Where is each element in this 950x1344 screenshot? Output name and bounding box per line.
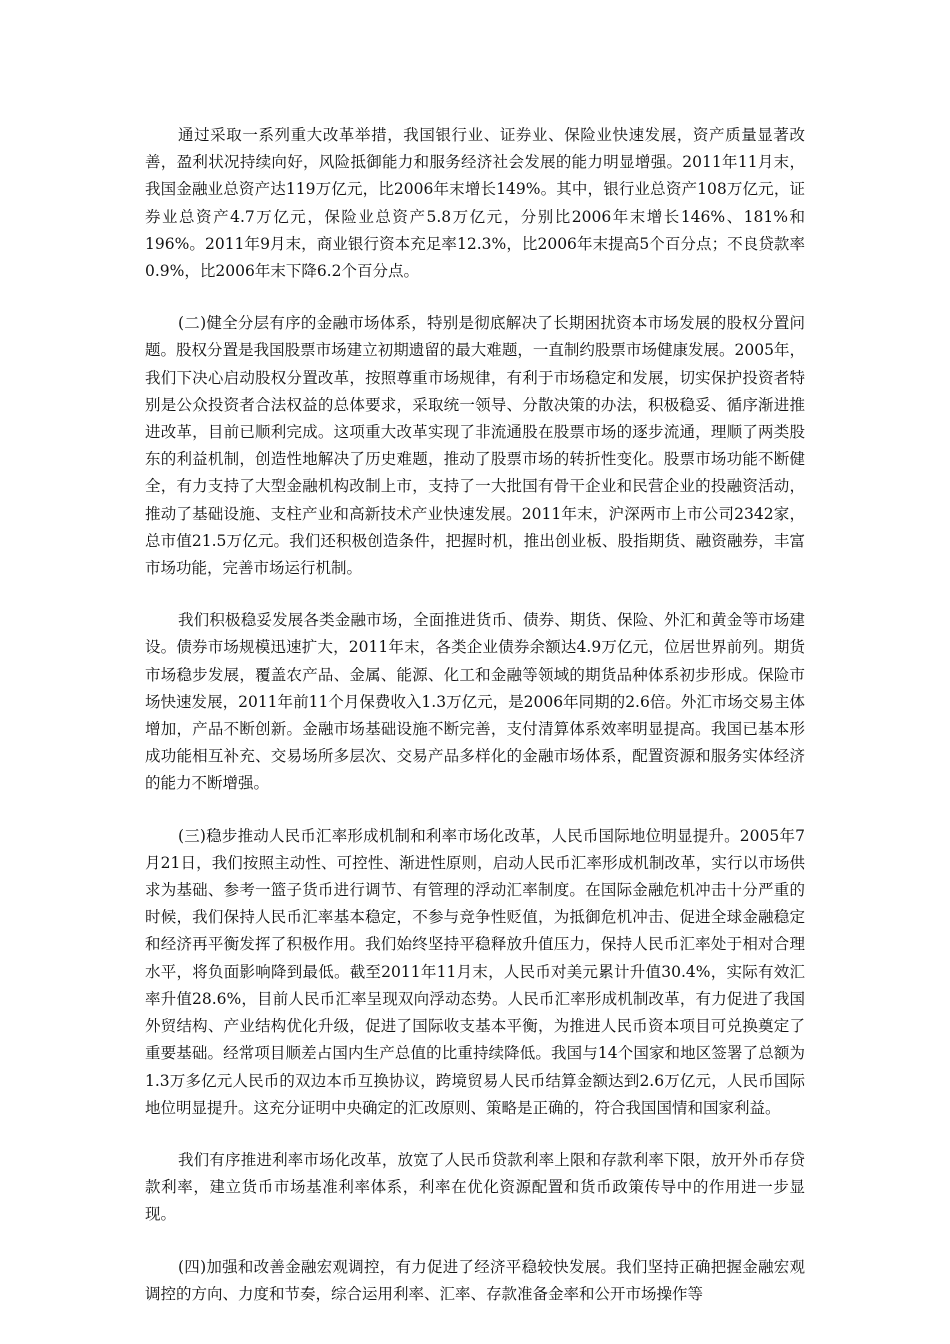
document-body (145, 122, 805, 1308)
paragraph-financial-market-system: (二)健全分层有序的金融市场体系，特别是彻底解决了长期困扰资本市场发展的股权分置问题。股权分置是我国股票市场建立初期遗留的最大难题，一直制约股票市场健康发展。2005年，我们下决心启动股权分置改革，按照尊重市场规律，有利于市场稳定和发展，切实保护投资者特别是公众投资者合法权益的总体要求，采取统一领导、分散决策的办法，积极稳妥、循序渐进推进改革，目前已顺利完成。这项重大改革实现了非流通股在股票市场的逐步流通，理顺了两类股东的利益机制，创造性地解决了历史难题，推动了股票市场的转折性变化。股票市场功能不断健全，有力支持了大型金融机构改制上市，支持了一大批国有骨干企业和民营企业的投融资活动，推动了基础设施、支柱产业和高新技术产业快速发展。2011年末，沪深两市上市公司2342家，总市值21.5万亿元。我们还积极创造条件，把握时机，推出创业板、股指期货、融资融券，丰富市场功能，完善市场运行机制。 (145, 314, 805, 578)
paragraph-financial-markets-development: 我们积极稳妥发展各类金融市场，全面推进货币、债券、期货、保险、外汇和黄金等市场建设。债券市场规模迅速扩大，2011年末，各类企业债券余额达4.9万亿元，位居世界前列。期货市场稳步发展，覆盖农产品、金属、能源、化工和金融等领域的期货品种体系初步形成。保险市场快速发展，2011年前11个月保费收入1.3万亿元，是2006年同期的2.6倍。外汇市场交易主体增加，产品不断创新。金融市场基础设施不断完善，支付清算体系效率明显提高。我国已基本形成功能相互补充、交易场所多层次、交易产品多样化的金融市场体系，配置资源和服务实体经济的能力不断增强。 (145, 611, 805, 793)
paragraph-macro-control: (四)加强和改善金融宏观调控，有力促进了经济平稳较快发展。我们坚持正确把握金融宏观调控的方向、力度和节奏，综合运用利率、汇率、存款准备金率和公开市场操作等 (145, 1257, 805, 1303)
paragraph-banking-reform-results: 通过采取一系列重大改革举措，我国银行业、证券业、保险业快速发展，资产质量显著改善，盈利状况持续向好，风险抵御能力和服务经济社会发展的能力明显增强。2011年11月末，我国金融业总资产达119万亿元，比2006年末增长149%。其中，银行业总资产108万亿元，证券业总资产4.7万亿元，保险业总资产5.8万亿元，分别比2006年末增长146%、181%和196%。2011年9月末，商业银行资本充足率12.3%，比2006年末提高5个百分点；不良贷款率0.9%，比2006年末下降6.2个百分点。 (145, 126, 805, 281)
paragraph-rmb-exchange-rate-reform: (三)稳步推动人民币汇率形成机制和利率市场化改革，人民币国际地位明显提升。2005年7月21日，我们按照主动性、可控性、渐进性原则，启动人民币汇率形成机制改革，实行以市场供求为基础、参考一篮子货币进行调节、有管理的浮动汇率制度。在国际金融危机冲击十分严重的时候，我们保持人民币汇率基本稳定，不参与竞争性贬值，为抵御危机冲击、促进全球金融稳定和经济再平衡发挥了积极作用。我们始终坚持平稳释放升值压力，保持人民币汇率处于相对合理水平，将负面影响降到最低。截至2011年11月末，人民币对美元累计升值30.4%，实际有效汇率升值28.6%，目前人民币汇率呈现双向浮动态势。人民币汇率形成机制改革，有力促进了我国外贸结构、产业结构优化升级，促进了国际收支基本平衡，为推进人民币资本项目可兑换奠定了重要基础。经常项目顺差占国内生产总值的比重持续降低。我国与14个国家和地区签署了总额为1.3万多亿元人民币的双边本币互换协议，跨境贸易人民币结算金额达到2.6万亿元，人民币国际地位明显提升。这充分证明中央确定的汇改原则、策略是正确的，符合我国国情和国家利益。 (145, 826, 805, 1117)
paragraph-interest-rate-reform: 我们有序推进利率市场化改革，放宽了人民币贷款利率上限和存款利率下限，放开外币存贷款利率，建立货币市场基准利率体系，利率在优化资源配置和货币政策传导中的作用进一步显现。 (145, 1150, 805, 1224)
